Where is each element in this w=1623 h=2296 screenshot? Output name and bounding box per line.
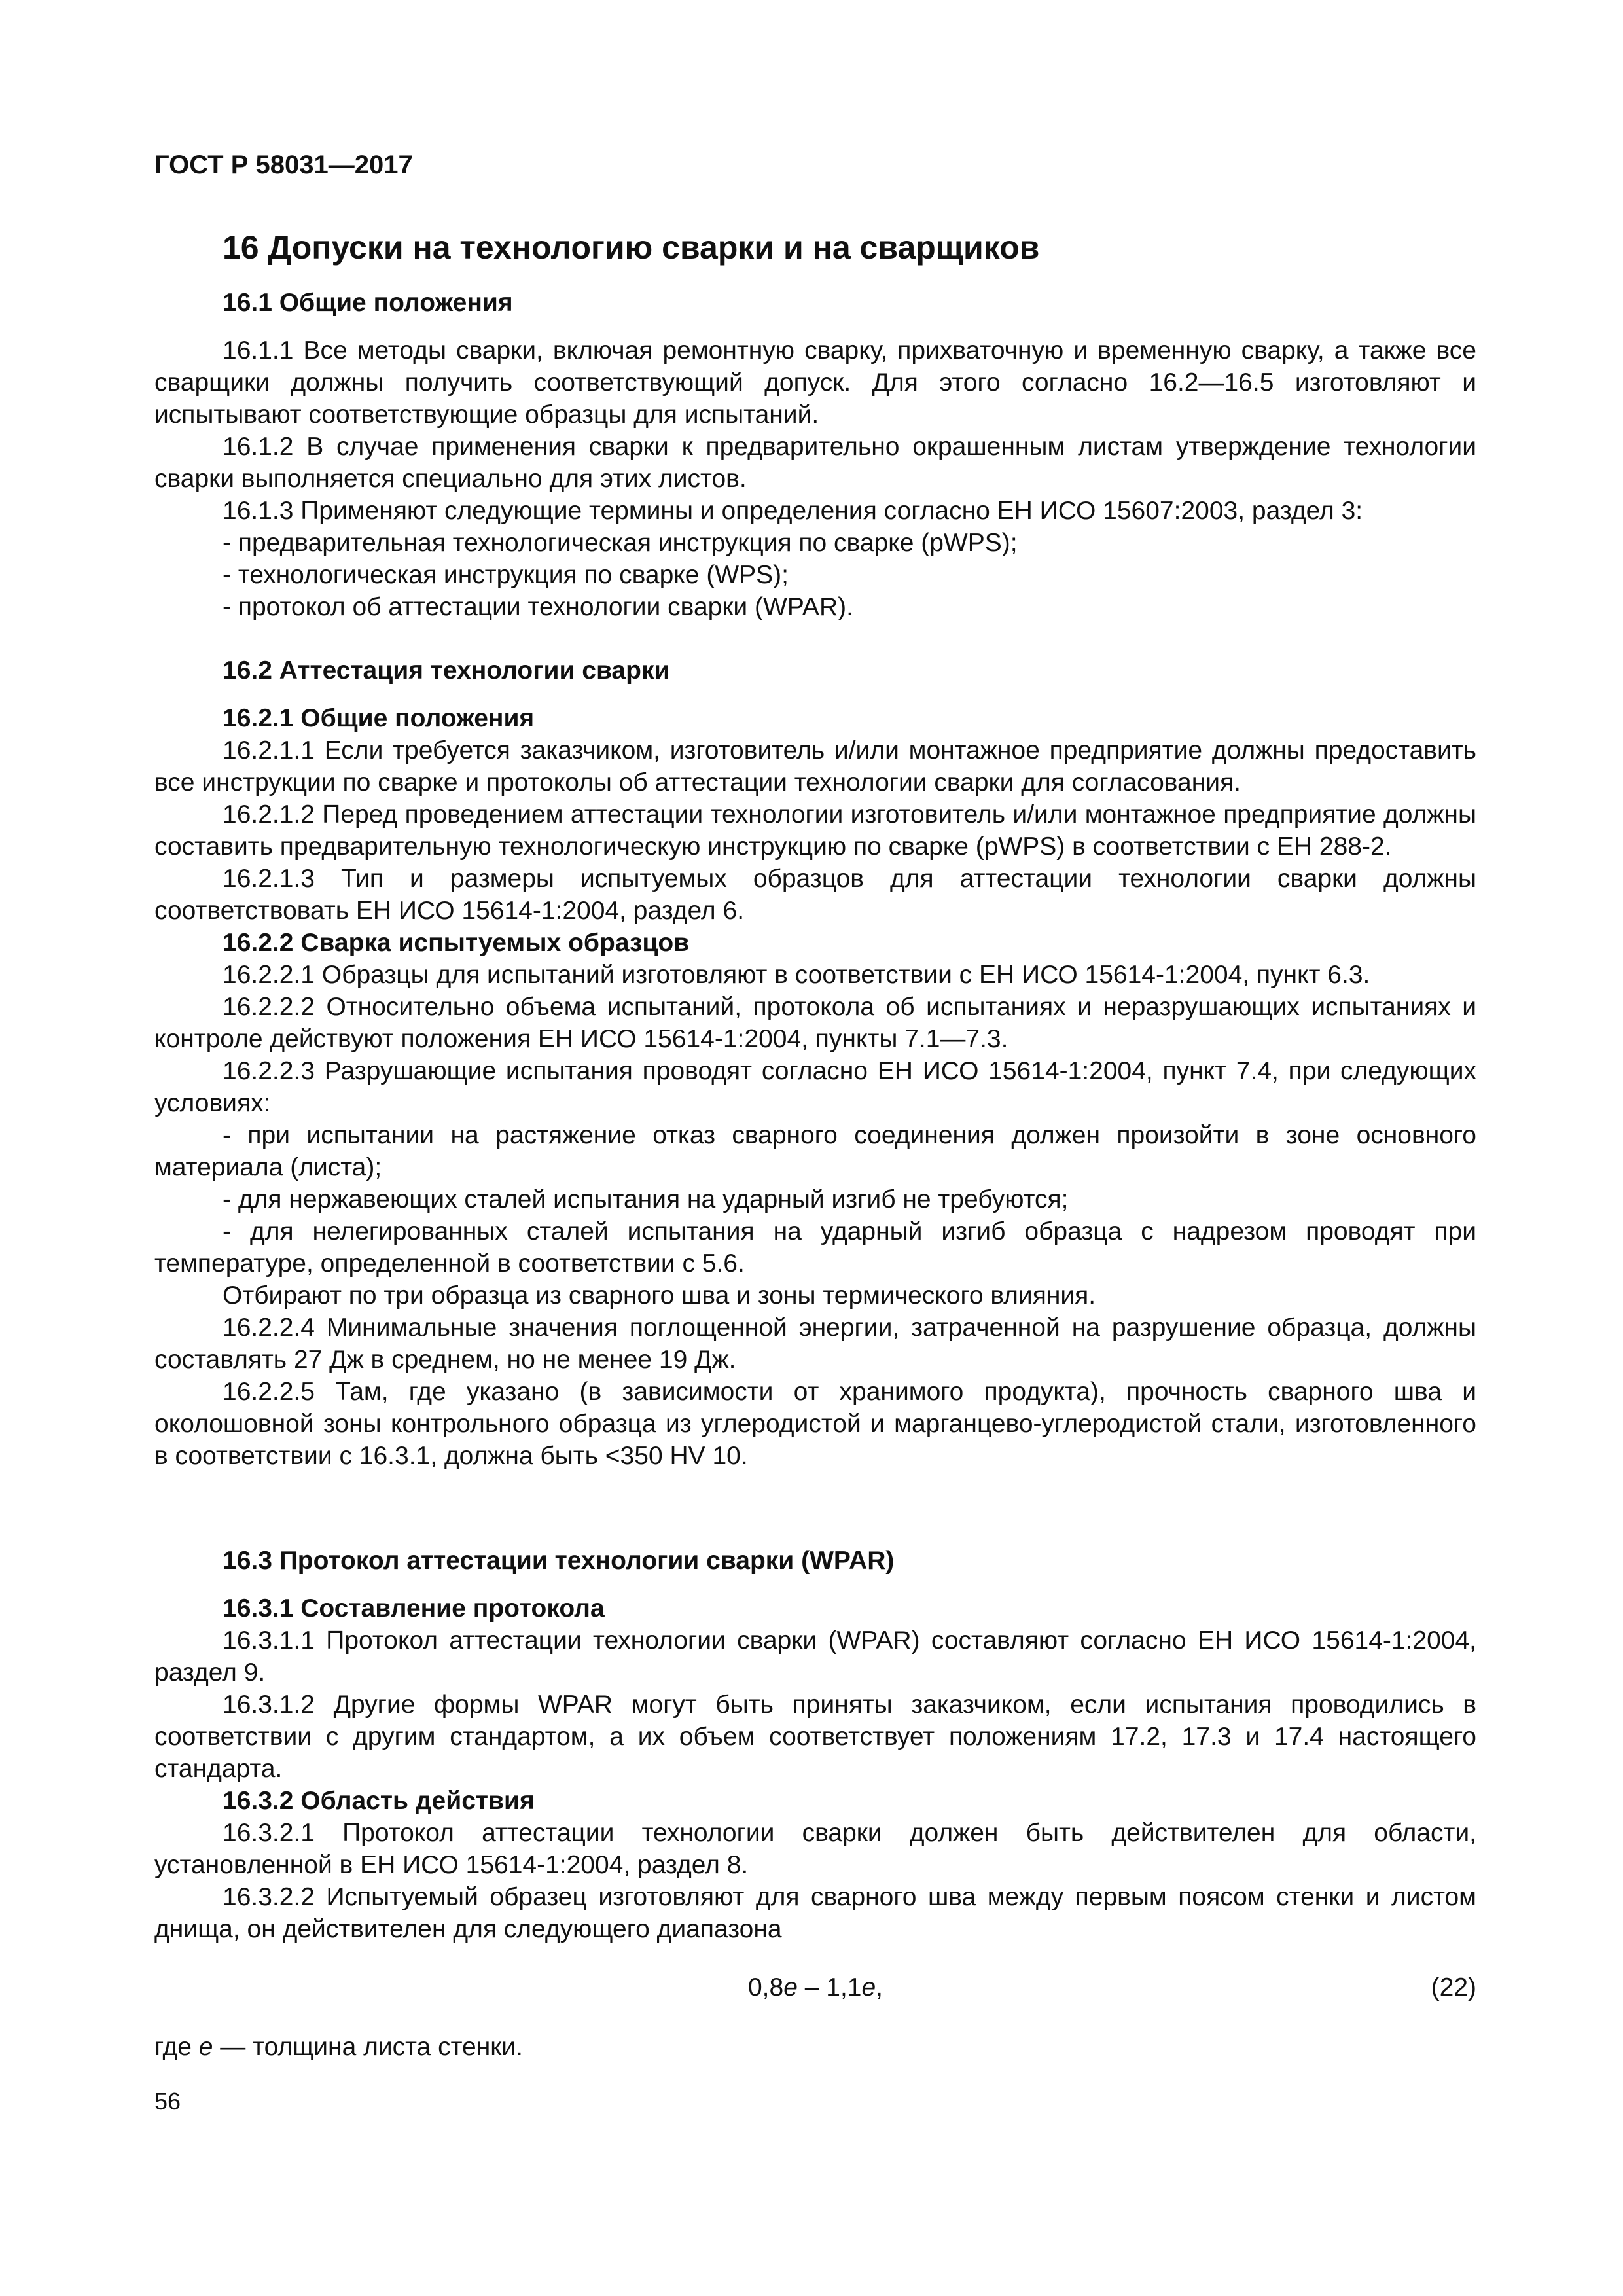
subsection-title: 16.2 Аттестация технологии сварки: [223, 656, 670, 685]
paragraph: 16.3.1.2 Другие формы WPAR могут быть приняты заказчиком, если испытания проводились в соответствии с другим стандартом, а их объем соответствует положениям 17.2, 17.3 и 17.4 настоящего стандарта.: [154, 1691, 1476, 1783]
paragraph: 16.2.2.1 Образцы для испытаний изготовляют в соответствии с ЕН ИСО 15614-1:2004, пункт 6.3.: [223, 961, 1370, 989]
paragraph: 16.2.1.3 Тип и размеры испытуемых образцов для аттестации технологии сварки должны соответствовать ЕН ИСО 15614-1:2004, раздел 6.: [154, 865, 1476, 925]
section-16-3: [154, 1545, 1476, 2063]
paragraph: Отбирают по три образца из сварного шва и зоны термического влияния.: [223, 1282, 1096, 1310]
formula-line: [154, 1971, 1476, 2003]
paragraph: 16.2.1.1 Если требуется заказчиком, изготовитель и/или монтажное предприятие должны предоставить все инструкции по сварке и протоколы об аттестации технологии сварки для согласования.: [154, 736, 1476, 797]
paragraph: 16.2.2.5 Там, где указано (в зависимости от хранимого продукта), прочность сварного шва и околошовной зоны контрольного образца из углеродистой и марганцево-углеродистой стали, изготовленного в соответствии с 16.3.1, должна быть <350 HV 10.: [154, 1378, 1476, 1470]
paragraph: 16.1.2 В случае применения сварки к предварительно окрашенным листам утверждение технологии сварки выполняется специально для этих листов.: [154, 433, 1476, 493]
paragraph: 16.1.1 Все методы сварки, включая ремонтную сварку, прихваточную и временную сварку, а также все сварщики должны получить соответствующий допуск. Для этого согласно 16.2—16.5 изготовляют и испытывают соответствующие образцы для испытаний.: [154, 336, 1476, 429]
where-clause: где e — толщина листа стенки.: [154, 2033, 523, 2061]
list-item: - для нержавеющих сталей испытания на ударный изгиб не требуются;: [223, 1185, 1069, 1213]
clause-title: 16.2.2 Сварка испытуемых образцов: [223, 929, 690, 957]
list-item: - протокол об аттестации технологии сварки (WPAR).: [223, 593, 853, 621]
subsection-title: 16.1 Общие положения: [223, 289, 513, 317]
formula: 0,8e – 1,1e,: [747, 1973, 883, 2001]
paragraph: 16.1.3 Применяют следующие термины и определения согласно ЕН ИСО 15607:2003, раздел 3:: [223, 497, 1363, 525]
list-item: - технологическая инструкция по сварке (WPS);: [223, 561, 789, 589]
clause-title: 16.3.2 Область действия: [223, 1787, 535, 1815]
paragraph: 16.3.1.1 Протокол аттестации технологии сварки (WPAR) составляют согласно ЕН ИСО 15614-1:2004, раздел 9.: [154, 1626, 1476, 1687]
paragraph: 16.2.1.2 Перед проведением аттестации технологии изготовитель и/или монтажное предприятие должны составить предварительную технологическую инструкцию по сварке (pWPS) в соответствии с ЕН 288-2.: [154, 800, 1476, 861]
clause-title: 16.2.1 Общие положения: [223, 704, 535, 732]
clause-title: 16.3.1 Составление протокола: [223, 1594, 605, 1623]
list-item: - для нелегированных сталей испытания на ударный изгиб образца с надрезом проводят при температуре, определенной в соответствии с 5.6.: [154, 1217, 1476, 1278]
list-item: - предварительная технологическая инструкция по сварке (pWPS);: [223, 529, 1018, 557]
paragraph: 16.2.2.2 Относительно объема испытаний, протокола об испытаниях и неразрушающих испытаниях и контроле действуют положения ЕН ИСО 15614-1:2004, пункты 7.1—7.3.: [154, 993, 1476, 1053]
list-item: - при испытании на растяжение отказ сварного соединения должен произойти в зоне основного материала (листа);: [154, 1121, 1476, 1181]
subsection-title: 16.3 Протокол аттестации технологии сварки (WPAR): [223, 1547, 895, 1575]
paragraph: 16.3.2.2 Испытуемый образец изготовляют для сварного шва между первым поясом стенки и листом днища, он действителен для следующего диапазона: [154, 1883, 1476, 1943]
paragraph: 16.3.2.1 Протокол аттестации технологии сварки должен быть действителен для области, установленной в ЕН ИСО 15614-1:2004, раздел 8.: [154, 1819, 1476, 1879]
paragraph: 16.2.2.3 Разрушающие испытания проводят согласно ЕН ИСО 15614-1:2004, пункт 7.4, при следующих условиях:: [154, 1057, 1476, 1117]
formula-number: (22): [1431, 1973, 1476, 2001]
section-16-2: [154, 655, 1476, 1472]
paragraph: 16.2.2.4 Минимальные значения поглощенной энергии, затраченной на разрушение образца, должны составлять 27 Дж в среднем, но не менее 19 Дж.: [154, 1314, 1476, 1374]
document-header: ГОСТ Р 58031—2017: [154, 151, 413, 179]
section-16-1: [154, 287, 1476, 623]
page-number: 56: [154, 2088, 181, 2115]
section-title: 16 Допуски на технологию сварки и на сварщиков: [223, 229, 1040, 266]
